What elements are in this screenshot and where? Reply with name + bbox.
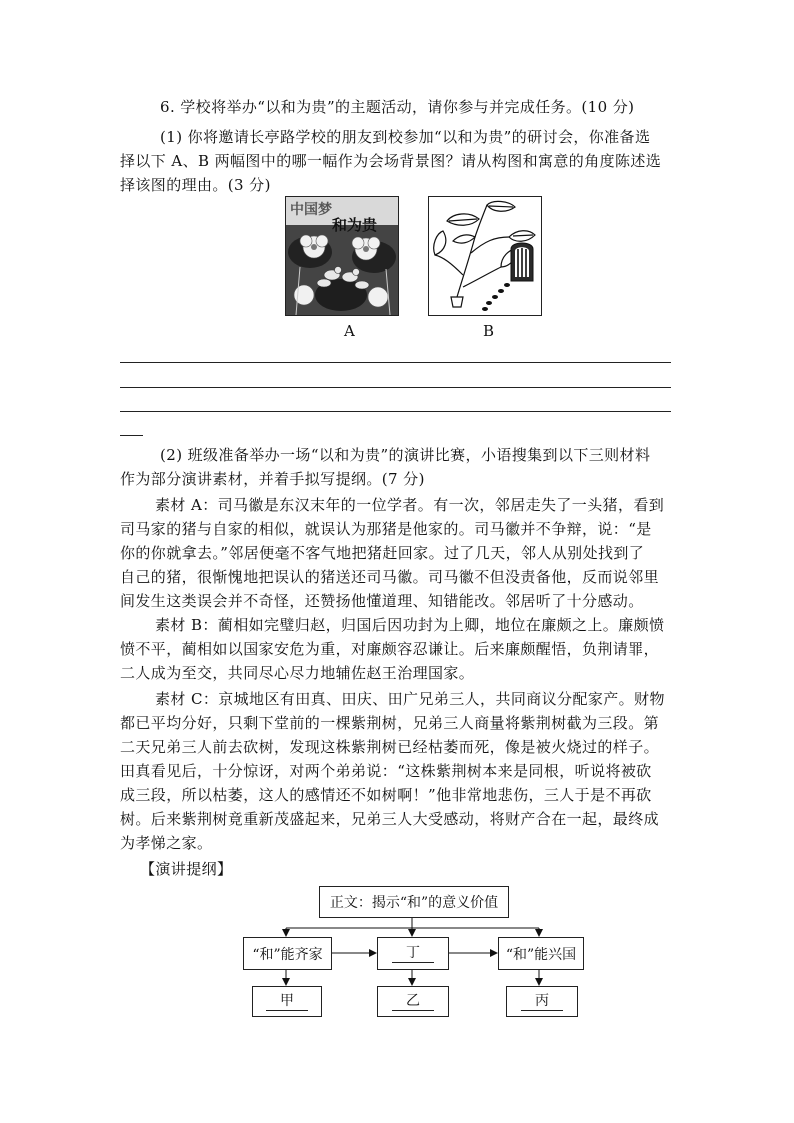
image-a-caption: A <box>344 322 355 340</box>
material-c-line-2: 都已平均分好，只剩下堂前的一棵紫荆树，兄弟三人商量将紫荆树截为三段。第 <box>120 714 660 732</box>
part2-line-1: (2) 班级准备举办一场“以和为贵”的演讲比赛，小语搜集到以下三则材料 <box>160 446 651 464</box>
outline-right-box: “和”能兴国 <box>498 937 584 970</box>
material-c-line-6: 树。后来紫荆树竟重新茂盛起来，兄弟三人大受感动，将财产合在一起，最终成 <box>120 810 660 828</box>
material-a-line-1: 素材 A：司马徽是东汉末年的一位学者。有一次，邻居走失了一头猪，看到 <box>155 496 665 514</box>
material-c-line-7: 为孝悌之家。 <box>120 834 213 852</box>
part2-line-2: 作为部分演讲素材，并着手拟写提纲。(7 分) <box>120 470 425 488</box>
outline-root-box: 正文：揭示“和”的意义价值 <box>319 886 509 918</box>
part1-line-3: 择该图的理由。(3 分) <box>120 176 271 194</box>
image-a-title-1: 中国梦 <box>290 202 332 218</box>
material-b-line-2: 愤不平，蔺相如以国家安危为重，对廉颇容忍谦让。后来廉颇醒悟，负荆请罪， <box>120 640 660 658</box>
part1-line-2: 择以下 A、B 两幅图中的哪一幅作为会场背景图？请从构图和寓意的角度陈述选 <box>120 152 662 170</box>
blank-yi[interactable]: 乙 <box>392 993 434 1011</box>
image-a-title-2: 和为贵 <box>332 216 378 234</box>
question-title: 6. 学校将举办“以和为贵”的主题活动，请你参与并完成任务。(10 分) <box>160 98 635 116</box>
outline-left-box: “和”能齐家 <box>243 937 332 970</box>
blank-jia[interactable]: 甲 <box>266 993 308 1011</box>
outline-middle-box <box>377 937 449 970</box>
material-c-line-1: 素材 C：京城地区有田真、田庆、田广兄弟三人，共同商议分配家产。财物 <box>155 690 665 708</box>
material-a-line-4: 自己的猪，很惭愧地把误认的猪送还司马徽。司马徽不但没责备他，反而说邻里 <box>120 568 660 586</box>
material-c-line-3: 二天兄弟三人前去砍树，发现这株紫荆树已经枯萎而死，像是被火烧过的样子。 <box>120 738 660 756</box>
blank-bing[interactable]: 丙 <box>521 993 563 1011</box>
blank-ding[interactable]: 丁 <box>392 945 434 963</box>
material-b-line-3: 二人成为至交，共同尽心尽力地辅佐赵王治理国家。 <box>120 664 475 682</box>
material-a-line-5: 间发生这类误会并不奇怪，还赞扬他懂道理、知错能改。邻居听了十分感动。 <box>120 592 644 610</box>
outline-leaf-middle-box <box>377 986 449 1017</box>
material-b-line-1: 素材 B：蔺相如完璧归赵，归国后因功封为上卿，地位在廉颇之上。廉颇愤 <box>155 616 665 634</box>
part1-line-1: (1) 你将邀请长亭路学校的朋友到校参加“以和为贵”的研讨会，你准备选 <box>160 128 651 146</box>
material-c-line-5: 成三段，所以枯萎，这人的感情还不如树啊！”他非常地悲伤，三人于是不再砍 <box>120 786 652 804</box>
outline-leaf-left-box <box>252 986 322 1017</box>
material-a-line-2: 司马家的猪与自家的相似，就误认为那猪是他家的。司马徽并不争辩，说：“是 <box>120 520 652 538</box>
outline-leaf-right-box <box>506 986 578 1017</box>
material-c-line-4: 田真看见后，十分惊讶，对两个弟弟说：“这株紫荆树本来是同根，听说将被砍 <box>120 762 652 780</box>
outline-heading: 【演讲提纲】 <box>140 860 233 878</box>
material-a-line-3: 你的你就拿去。”邻居便毫不客气地把猪赶回家。过了几天，邻人从别处找到了 <box>120 544 645 562</box>
image-b-caption: B <box>483 322 495 340</box>
